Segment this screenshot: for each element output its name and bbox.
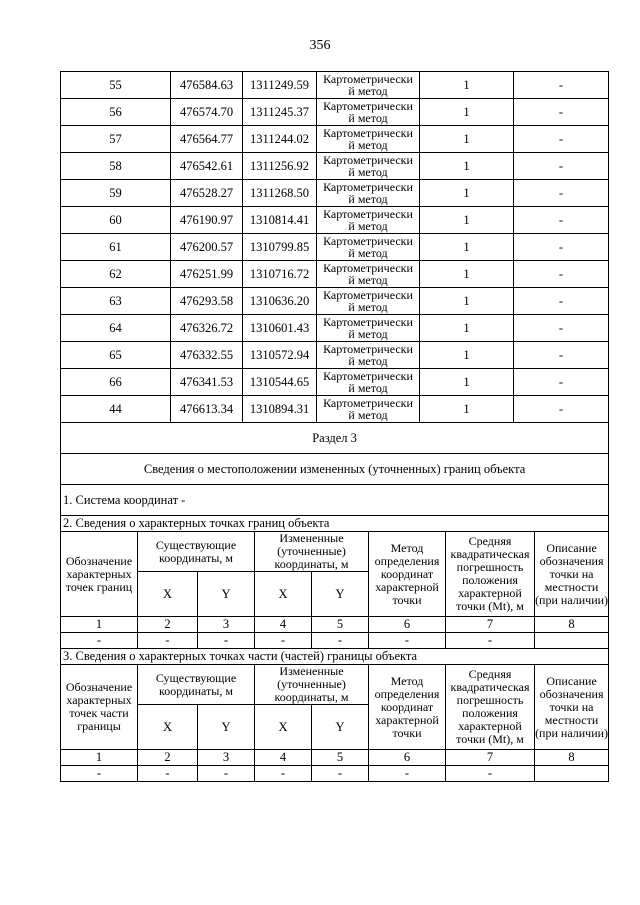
point-accuracy: 1 [420, 153, 514, 180]
col-number: 3 [198, 617, 255, 633]
point-row [61, 315, 609, 342]
method-line-1: Картометрически [323, 126, 413, 140]
header-description: Описание обозначения точки на местности (при наличии) [535, 532, 609, 617]
point-description: - [514, 207, 609, 234]
col-number: 5 [312, 617, 369, 633]
point-number: 60 [61, 207, 171, 234]
header-accuracy: Средняя квадратическая погрешность положения характерной точки (Mt), м [446, 665, 535, 750]
point-description: - [514, 342, 609, 369]
point-accuracy: 1 [420, 342, 514, 369]
method-line-1: Картометрически [323, 153, 413, 167]
method-line-2: й метод [348, 246, 388, 260]
empty-cell: - [255, 633, 312, 649]
method-line-1: Картометрически [323, 72, 413, 86]
header-designation: Обозначение характерных точек части границы [61, 665, 138, 750]
point-description: - [514, 234, 609, 261]
section-3-table [60, 422, 609, 782]
col-number: 1 [61, 750, 138, 766]
empty-cell: - [138, 766, 198, 782]
point-row [61, 396, 609, 423]
point-accuracy: 1 [420, 99, 514, 126]
col-number: 6 [369, 617, 446, 633]
point-x: 476613.34 [171, 396, 243, 423]
method-line-1: Картометрически [323, 180, 413, 194]
point-y: 1310544.65 [243, 369, 317, 396]
empty-cell: - [312, 766, 369, 782]
empty-cell: - [255, 766, 312, 782]
method-line-2: й метод [348, 192, 388, 206]
header-existing-coords: Существующие координаты, м [138, 665, 255, 705]
method-line-2: й метод [348, 138, 388, 152]
method-line-2: й метод [348, 327, 388, 341]
header-x: X [255, 572, 312, 617]
empty-cell: - [369, 633, 446, 649]
point-method [317, 396, 420, 423]
point-x: 476528.27 [171, 180, 243, 207]
point-row [61, 180, 609, 207]
point-description: - [514, 369, 609, 396]
method-line-2: й метод [348, 300, 388, 314]
point-accuracy: 1 [420, 369, 514, 396]
empty-cell: - [312, 633, 369, 649]
header-designation: Обозначение характерных точек границ [61, 532, 138, 617]
point-accuracy: 1 [420, 261, 514, 288]
method-line-2: й метод [348, 165, 388, 179]
header-method: Метод определения координат характерной точки [369, 532, 446, 617]
point-row [61, 369, 609, 396]
col-number: 4 [255, 617, 312, 633]
point-y: 1310894.31 [243, 396, 317, 423]
empty-cell: - [446, 766, 535, 782]
point-accuracy: 1 [420, 315, 514, 342]
point-x: 476251.99 [171, 261, 243, 288]
empty-cell: - [369, 766, 446, 782]
point-method [317, 288, 420, 315]
col-number: 6 [369, 750, 446, 766]
method-line-1: Картометрически [323, 234, 413, 248]
point-row [61, 207, 609, 234]
point-accuracy: 1 [420, 207, 514, 234]
point-description: - [514, 126, 609, 153]
empty-cell: - [198, 633, 255, 649]
point-accuracy: 1 [420, 180, 514, 207]
section-subtitle: Сведения о местоположении измененных (уточненных) границ объекта [61, 454, 609, 485]
section-title: Раздел 3 [61, 423, 609, 454]
point-description: - [514, 261, 609, 288]
empty-cell: - [446, 633, 535, 649]
point-accuracy: 1 [420, 396, 514, 423]
empty-cell: - [61, 766, 138, 782]
method-line-1: Картометрически [323, 207, 413, 221]
header-changed-coords: Измененные (уточненные) координаты, м [255, 665, 369, 705]
method-line-1: Картометрически [323, 369, 413, 383]
header-x: X [138, 572, 198, 617]
header-method: Метод определения координат характерной точки [369, 665, 446, 750]
points-table [60, 71, 609, 423]
empty-cell: - [61, 633, 138, 649]
method-line-2: й метод [348, 381, 388, 395]
point-number: 64 [61, 315, 171, 342]
point-accuracy: 1 [420, 288, 514, 315]
point-description: - [514, 99, 609, 126]
point-y: 1310814.41 [243, 207, 317, 234]
point-number: 66 [61, 369, 171, 396]
point-description: - [514, 288, 609, 315]
point-x: 476341.53 [171, 369, 243, 396]
col-number: 7 [446, 617, 535, 633]
part3-title: 3. Сведения о характерных точках части (частей) границы объекта [61, 649, 609, 665]
point-number: 63 [61, 288, 171, 315]
method-line-1: Картометрически [323, 288, 413, 302]
point-method [317, 315, 420, 342]
col-number: 8 [535, 617, 609, 633]
method-line-1: Картометрически [323, 315, 413, 329]
empty-cell [535, 766, 609, 782]
header-y: Y [198, 705, 255, 750]
point-method [317, 153, 420, 180]
method-line-2: й метод [348, 111, 388, 125]
point-number: 65 [61, 342, 171, 369]
point-row [61, 72, 609, 99]
empty-cell: - [198, 766, 255, 782]
header-y: Y [312, 705, 369, 750]
point-x: 476190.97 [171, 207, 243, 234]
col-number: 2 [138, 750, 198, 766]
point-method [317, 342, 420, 369]
point-y: 1311244.02 [243, 126, 317, 153]
point-x: 476584.63 [171, 72, 243, 99]
header-y: Y [312, 572, 369, 617]
method-line-1: Картометрически [323, 342, 413, 356]
point-number: 56 [61, 99, 171, 126]
point-accuracy: 1 [420, 126, 514, 153]
col-number: 2 [138, 617, 198, 633]
col-number: 3 [198, 750, 255, 766]
point-accuracy: 1 [420, 234, 514, 261]
point-row [61, 126, 609, 153]
header-changed-coords: Измененные (уточненные) координаты, м [255, 532, 369, 572]
header-accuracy: Средняя квадратическая погрешность положения характерной точки (Mt), м [446, 532, 535, 617]
point-y: 1310601.43 [243, 315, 317, 342]
page-number: 356 [309, 38, 331, 53]
point-number: 57 [61, 126, 171, 153]
point-description: - [514, 153, 609, 180]
point-number: 62 [61, 261, 171, 288]
point-row [61, 261, 609, 288]
point-method [317, 180, 420, 207]
point-description: - [514, 180, 609, 207]
empty-cell [535, 633, 609, 649]
col-number: 1 [61, 617, 138, 633]
point-method [317, 207, 420, 234]
part2-title: 2. Сведения о характерных точках границ объекта [61, 516, 609, 532]
point-method [317, 261, 420, 288]
col-number: 8 [535, 750, 609, 766]
point-x: 476326.72 [171, 315, 243, 342]
point-x: 476574.70 [171, 99, 243, 126]
header-x: X [138, 705, 198, 750]
point-x: 476293.58 [171, 288, 243, 315]
point-x: 476542.61 [171, 153, 243, 180]
header-existing-coords: Существующие координаты, м [138, 532, 255, 572]
point-method [317, 99, 420, 126]
method-line-1: Картометрически [323, 261, 413, 275]
col-number: 5 [312, 750, 369, 766]
header-description: Описание обозначения точки на местности (при наличии) [535, 665, 609, 750]
point-number: 55 [61, 72, 171, 99]
method-line-2: й метод [348, 84, 388, 98]
method-line-1: Картометрически [323, 99, 413, 113]
point-method [317, 369, 420, 396]
col-number: 4 [255, 750, 312, 766]
method-line-2: й метод [348, 408, 388, 422]
point-y: 1310572.94 [243, 342, 317, 369]
point-y: 1310716.72 [243, 261, 317, 288]
point-row [61, 288, 609, 315]
point-x: 476200.57 [171, 234, 243, 261]
col-number: 7 [446, 750, 535, 766]
point-number: 59 [61, 180, 171, 207]
point-method [317, 126, 420, 153]
point-y: 1310799.85 [243, 234, 317, 261]
point-x: 476564.77 [171, 126, 243, 153]
point-y: 1311268.50 [243, 180, 317, 207]
point-x: 476332.55 [171, 342, 243, 369]
method-line-2: й метод [348, 273, 388, 287]
empty-cell: - [138, 633, 198, 649]
point-description: - [514, 315, 609, 342]
method-line-2: й метод [348, 354, 388, 368]
point-method [317, 72, 420, 99]
point-row [61, 342, 609, 369]
method-line-1: Картометрически [323, 396, 413, 410]
header-y: Y [198, 572, 255, 617]
point-number: 58 [61, 153, 171, 180]
point-y: 1310636.20 [243, 288, 317, 315]
point-y: 1311249.59 [243, 72, 317, 99]
point-description: - [514, 396, 609, 423]
point-y: 1311256.92 [243, 153, 317, 180]
method-line-2: й метод [348, 219, 388, 233]
point-method [317, 234, 420, 261]
point-row [61, 153, 609, 180]
point-row [61, 234, 609, 261]
point-row [61, 99, 609, 126]
point-y: 1311245.37 [243, 99, 317, 126]
point-number: 61 [61, 234, 171, 261]
point-number: 44 [61, 396, 171, 423]
header-x: X [255, 705, 312, 750]
point-accuracy: 1 [420, 72, 514, 99]
point-description: - [514, 72, 609, 99]
coordinate-system: 1. Система координат - [61, 485, 609, 516]
